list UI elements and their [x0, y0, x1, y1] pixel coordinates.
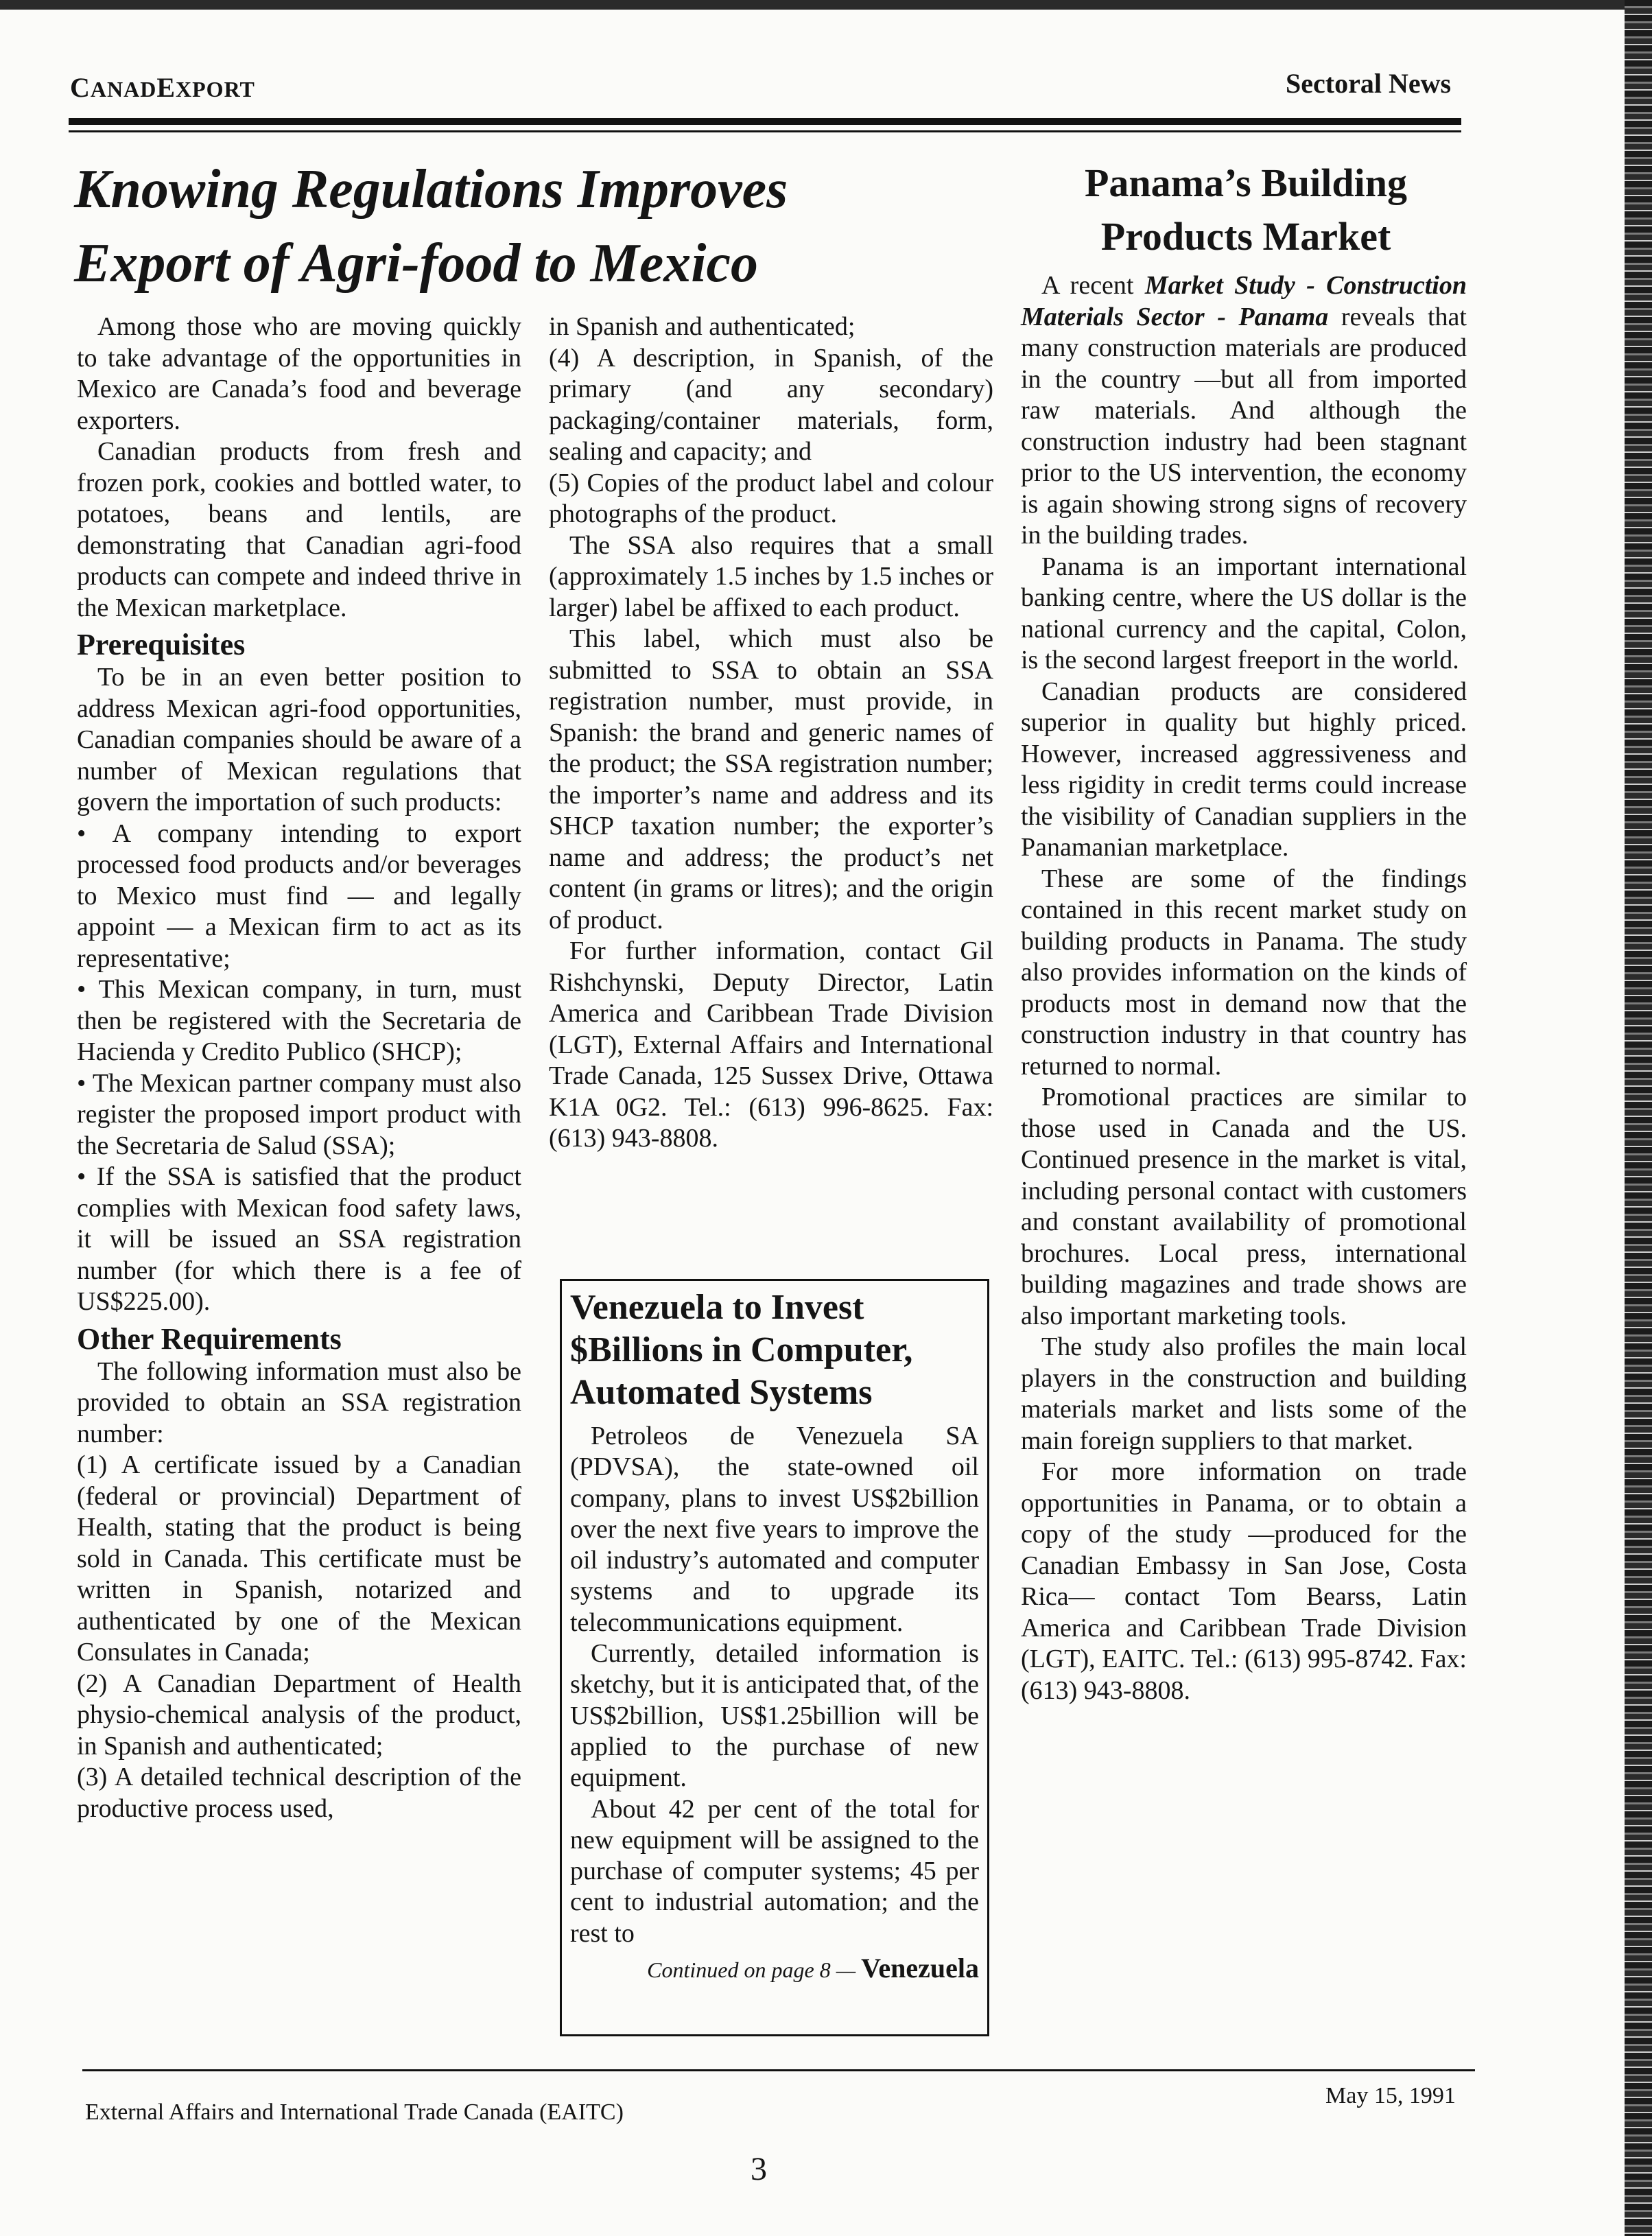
body-paragraph: Panama is an important international banking centre, where the US dollar is the national currency and the capital, Colon, is the second largest freeport in the world. [1021, 552, 1467, 674]
body-paragraph: About 42 per cent of the total for new equipment will be assigned to the purchase of computer systems; 45 per cent to industrial automation; and the rest to [570, 1794, 979, 1948]
header-rule-thick [69, 118, 1461, 125]
body-paragraph: The following information must also be provided to obtain an SSA registration number: [77, 1356, 521, 1448]
main-title-line-1: Knowing Regulations Improves [74, 159, 788, 220]
scan-edge-right [1625, 0, 1652, 2236]
body-paragraph: To be in an even better position to address Mexican agri-food opportunities, Canadian companies should be aware of a number of Mexican regulations that govern the importation of such products: [77, 663, 521, 816]
header-rule-thin [69, 130, 1461, 132]
study-title: Market Study - Construction Materials Sector - Panama [1021, 271, 1467, 331]
panama-title-line-2: Products Market [1100, 214, 1391, 259]
continued-tag: Venezuela [861, 1953, 979, 1984]
publication-name [70, 71, 255, 104]
scan-edge-top [0, 0, 1652, 10]
main-article-title [74, 152, 1021, 301]
footer-date: May 15, 1991 [1325, 2083, 1456, 2108]
main-article-column-1 [77, 311, 521, 1824]
publication-part-anad: ANAD [90, 77, 157, 102]
numbered-item: (3) A detailed technical description of the productive process used, [77, 1763, 521, 1823]
numbered-item: (1) A certificate issued by a Canadian (federal or provincial) Department of Health, stating that the product is being sold in Canada. This certificate must be written in Spanish, notarized and authenticated by one of the Mexican Consulates in Canada; [77, 1450, 521, 1667]
body-paragraph: These are some of the findings contained in this recent market study on building products in Panama. The study also provides information on the kinds of products most in demand now that the construction industry in that country has returned to normal. [1021, 864, 1467, 1081]
venezuela-title: Venezuela to Invest $Billions in Computer, Automated Systems [570, 1288, 913, 1412]
panama-title-line-1: Panama’s Building [1084, 161, 1408, 205]
bullet-item: • If the SSA is satisfied that the product complies with Mexican food safety laws, it will be issued an SSA registration number (for which there is a fee of US$225.00). [77, 1162, 521, 1316]
footer-rule [82, 2069, 1475, 2071]
publication-initial-e: E [156, 72, 176, 103]
main-title-line-2: Export of Agri-food to Mexico [74, 233, 758, 294]
body-paragraph: Among those who are moving quickly to take advantage of the opportunities in Mexico are Canada’s food and beverage exporters. [77, 312, 521, 435]
body-paragraph: Canadian products are considered superior in quality but highly priced. However, increased aggressiveness and less rigidity in credit terms could increase the visibility of Canadian suppliers in the Panamanian marketplace. [1021, 676, 1467, 862]
panama-intro-paragraph [1021, 270, 1467, 552]
publication-part-xport: XPORT [176, 77, 255, 102]
panama-article-title [1019, 156, 1472, 263]
page-number: 3 [751, 2151, 767, 2187]
body-paragraph: The study also profiles the main local players in the construction and building materials market and lists some of the main foreign suppliers to that market. [1021, 1332, 1467, 1455]
venezuela-sidebar-box [560, 1279, 989, 2036]
body-paragraph: The SSA also requires that a small (approximately 1.5 inches by 1.5 inches or larger) label be affixed to each product. [549, 530, 993, 622]
body-paragraph: Currently, detailed information is sketchy, but it is anticipated that, of the US$2billion, US$1.25billion will be applied to the purchase of new equipment. [570, 1639, 979, 1793]
section-label: Sectoral News [1286, 68, 1452, 99]
intro-prefix: A recent [1041, 271, 1134, 300]
prerequisites-heading: Prerequisites [77, 628, 246, 661]
continued-label: Continued on page 8 — [647, 1957, 856, 1983]
intro-suffix: reveals that many construction materials are produced in the country —but all from imported raw materials. And although the construction industry had been stagnant prior to the US intervention, the economy is again showing strong signs of recovery in the building trades. [1021, 302, 1467, 550]
body-paragraph: This label, which must also be submitted to SSA to obtain an SSA registration number, must provide, in Spanish: the brand and generic names of the product; the SSA registration number; the importer’s name and address and its SHCP taxation number; the exporter’s name and address; the product’s net content (in grams or litres); and the origin of product. [549, 624, 993, 934]
body-paragraph: Petroleos de Venezuela SA (PDVSA), the state-owned oil company, plans to invest US$2billion over the next five years to improve the oil industry’s automated and computer systems and to upgrade its telecommunications equipment. [570, 1422, 979, 1637]
panama-article-column [1021, 270, 1467, 1706]
continued-note [570, 1952, 979, 1984]
numbered-item: (4) A description, in Spanish, of the primary (and any secondary) packaging/container materials, form, sealing and capacity; and [549, 343, 993, 466]
bullet-item: • This Mexican company, in turn, must then be registered with the Secretaria de Hacienda y Credito Publico (SHCP); [77, 975, 521, 1066]
bullet-item: • The Mexican partner company must also register the proposed import product with the Secretaria de Salud (SSA); [77, 1068, 521, 1160]
venezuela-body [570, 1421, 979, 1949]
numbered-item: (2) A Canadian Department of Health physio-chemical analysis of the product, in Spanish and authenticated; [77, 1669, 521, 1761]
contact-paragraph: For more information on trade opportunities in Panama, or to obtain a copy of the study —produced for the Canadian Embassy in San Jose, Costa Rica— contact Tom Bearss, Latin America and Caribbean Trade Division (LGT), EAITC. Tel.: (613) 995-8742. Fax: (613) 943-8808. [1021, 1457, 1467, 1705]
publication-initial-c: C [70, 72, 91, 103]
footer-publisher: External Affairs and International Trade Canada (EAITC) [85, 2099, 624, 2125]
contact-paragraph: For further information, contact Gil Rishchynski, Deputy Director, Latin America and Caribbean Trade Division (LGT), External Affairs and International Trade Canada, 125 Sussex Drive, Ottawa K1A 0G2. Tel.: (613) 996-8625. Fax: (613) 943-8808. [549, 937, 993, 1153]
bullet-item: • A company intending to export processed food products and/or beverages to Mexico must find — and legally appoint — a Mexican firm to act as its representative; [77, 819, 521, 973]
numbered-item-continued: in Spanish and authenticated; [549, 312, 856, 341]
numbered-item: (5) Copies of the product label and colour photographs of the product. [549, 468, 993, 528]
other-requirements-heading: Other Requirements [77, 1321, 342, 1356]
main-article-column-2 [549, 311, 993, 1155]
body-paragraph: Canadian products from fresh and frozen pork, cookies and bottled water, to potatoes, beans and lentils, are demonstrating that Canadian agri-food products can compete and indeed thrive in the Mexican marketplace. [77, 437, 521, 622]
body-paragraph: Promotional practices are similar to those used in Canada and the US. Continued presence in the market is vital, including personal contact with customers and constant availability of promotional brochures. Local press, international building magazines and trade shows are also important marketing tools. [1021, 1083, 1467, 1330]
